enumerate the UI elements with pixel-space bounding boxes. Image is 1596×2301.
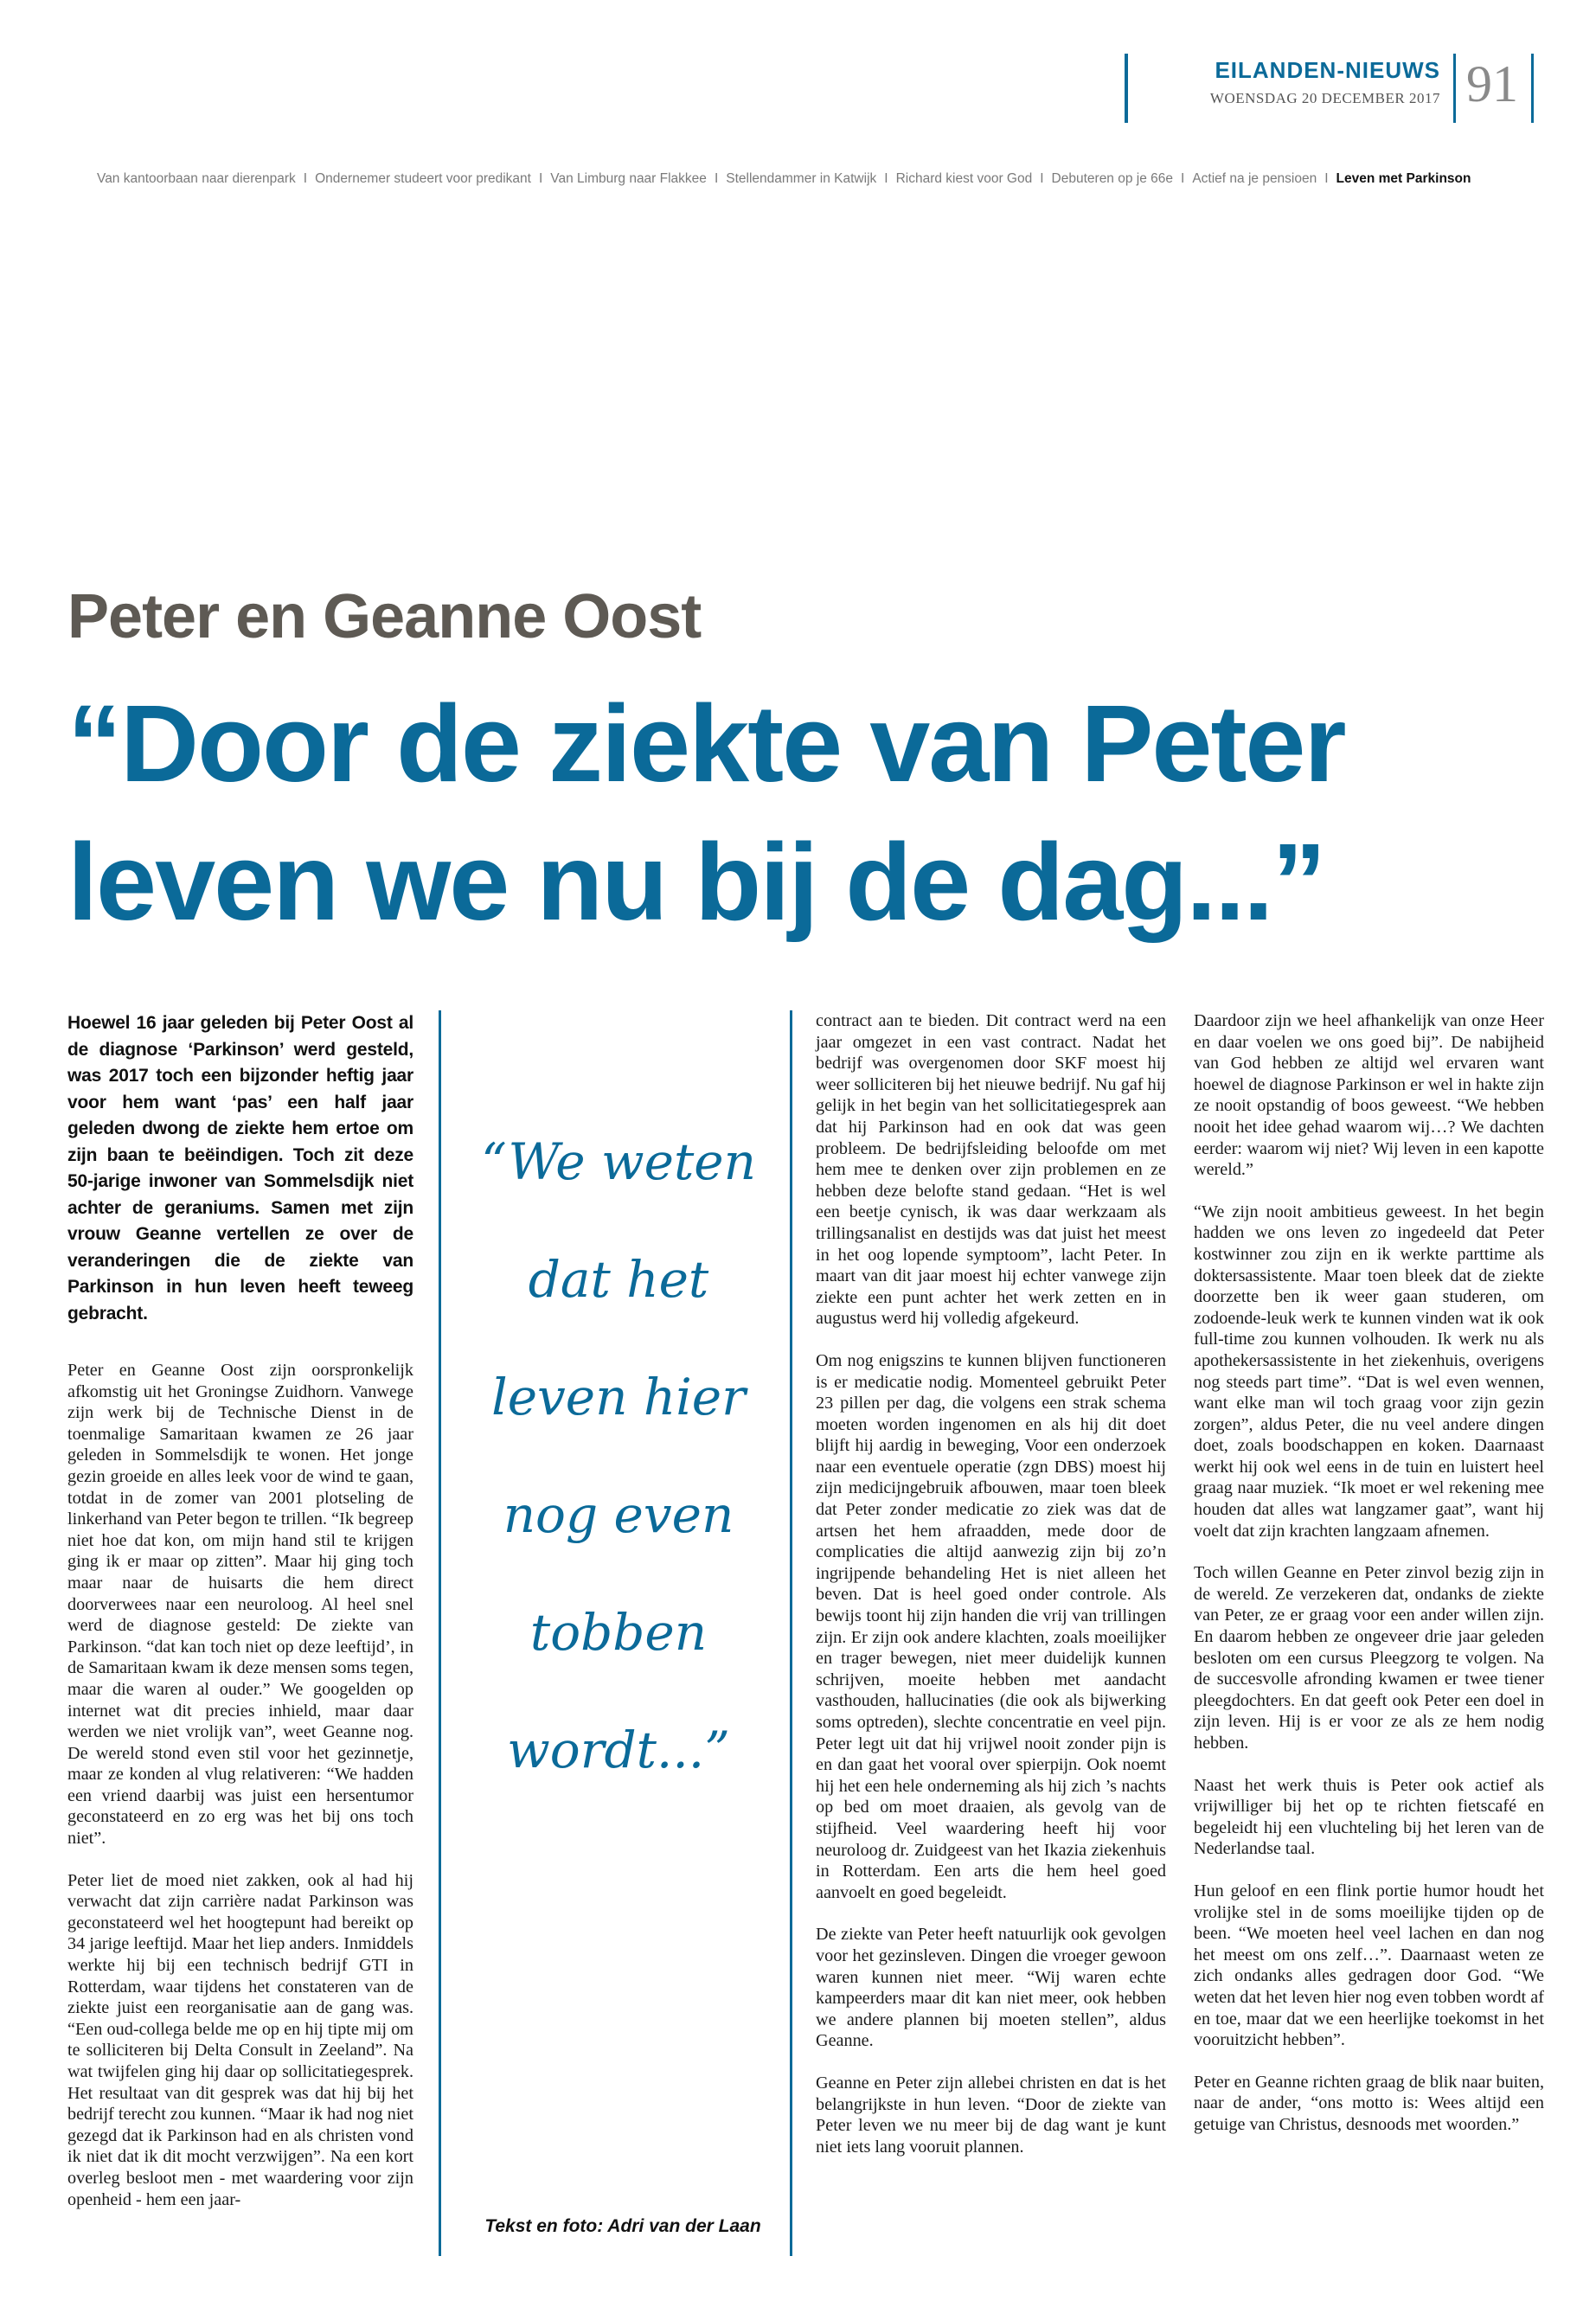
article-column-3 <box>816 1010 1166 2178</box>
nav-item: Van kantoorbaan naar dierenpark <box>97 171 296 186</box>
nav-separator: I <box>714 171 719 186</box>
nav-item: Ondernemer studeert voor predikant <box>315 171 531 186</box>
body-paragraph: Toch willen Geanne en Peter zinvol bezig zijn in de wereld. Ze verzekeren dat, ondanks de ziekte van Peter, ze er graag voor een ander willen zijn. En daarom hebben ze ongeveer drie jaar geleden besloten om een cursus Pleegzorg te volgen. Na de succesvolle afronding kwamen er twee tiener pleegdochters. En dat geeft ook Peter een doel in zijn leven. Hij is er voor ze als ze hem nodig hebben. <box>1194 1563 1544 1753</box>
article-kicker: Peter en Geanne Oost <box>67 582 702 651</box>
masthead-divider <box>1531 54 1534 123</box>
column-rule <box>439 1010 441 2256</box>
nav-separator: I <box>303 171 308 186</box>
nav-item: Actief na je pensioen <box>1192 171 1317 186</box>
body-paragraph: Naast het werk thuis is Peter ook actief als vrijwilliger bij het op te richten fietscafé en begeleidt hij een vluchteling bij het leren van de Nederlandse taal. <box>1194 1775 1544 1859</box>
photo-credit: Tekst en foto: Adri van der Laan <box>484 2216 761 2236</box>
pull-quote-line: nog even <box>503 1485 734 1544</box>
masthead <box>1125 54 1540 123</box>
body-paragraph: Hun geloof en een flink portie humor houdt het vrolijke stel in de soms moeilijke tijden op de been. “We moeten heel veel lachen en dan nog het meest om ons zelf…”. Daarnaast weten ze zich ondanks alles gedragen door God. “We weten dat het leven hier nog even tobben wordt af en toe, maar dat we een heerlijke toekomst in het vooruitzicht hebben”. <box>1194 1881 1544 2050</box>
headline-line: “Door de ziekte van Peter <box>67 683 1345 804</box>
body-paragraph: contract aan te bieden. Dit contract werd na een jaar omgezet in een vast contract. Nadat het bedrijf was overgenomen door SKF moest hij weer solliciteren bij het nieuwe bedrijf. Nu gaf hij gelijk in het begin van het sollicitatiegesprek aan dat hij Parkinson had en ook dat was geen probleem. De bedrijfsleiding beloofde om met hem mee te denken over zijn problemen en ze hebben deze belofte stand gedaan. “Het is wel een beetje cynisch, ik was daar werkzaam als trillingsanalist en destijds was dat juist het meest in het oog lopende symptoom”, lacht Peter. In maart van dit jaar moest hij echter vanwege zijn ziekte een punt achter het werk zetten en in augustus werd hij volledig afgekeurd. <box>816 1011 1166 1329</box>
masthead-divider <box>1453 54 1456 123</box>
pull-quote-line: leven hier <box>491 1368 746 1426</box>
nav-separator: I <box>884 171 888 186</box>
body-paragraph: Daardoor zijn we heel afhankelijk van onze Heer en daar voelen we ons goed bij”. De nabijheid van God hebben ze altijd wel ervaren want hoewel de diagnose Parkinson er wel in hakte zijn ze nooit opstandig of boos geweest. “We hebben nooit het idee gehad waarom wij…? We dachten eerder: waarom wij niet? Wij leven in een kapotte wereld.” <box>1194 1011 1544 1180</box>
body-paragraph: Geanne en Peter zijn allebei christen en dat is het belangrijkste in hun leven. “Door de ziekte van Peter leven we nu meer bij de dag want je kunt niet iets lang vooruit plannen. <box>816 2073 1166 2157</box>
body-paragraph: Om nog enigszins te kunnen blijven functioneren is er medicatie nodig. Momenteel gebruikt Peter 23 pillen per dag, die volgens een strak schema moeten worden ingenomen en als hij dit doet blijft hij aardig in beweging, Voor een onderzoek naar een eventuele operatie (zgn DBS) moest hij zijn medicijngebruik afbouwen, maar toen bleek dat Peter zonder medicatie zo ziek was dat de artsen het hem afraadden, mede door de complicaties die altijd aanwezig zijn bij zo’n ingrijpende behandeling Het is niet alleen het beven. Dat is heel goed onder controle. Als bewijs toont hij zijn handen die vrij van trillingen zijn. Er zijn ook andere klachten, zoals moeilijker en trager bewegen, niet meer duidelijk kunnen schrijven, moeite hebben met aandacht vasthouden, hallucinaties (die ook als bijwerking soms optreden), slechte concentratie en veel pijn. Peter legt uit dat hij vrijwel nooit zonder pijn is en dan gaat het vooral over spierpijn. Ook noemt hij het een hele onderneming als hij zich ’s nachts op bed om moet draaien, als gevolg van de stijfheid. Veel waardering heeft hij voor neuroloog dr. Zuidgeest van het Ikazia ziekenhuis in Rotterdam. Een arts die hem heel goed aanvoelt en goed begeleidt. <box>816 1350 1166 1902</box>
article-headline <box>67 675 1555 952</box>
pull-quote-line: dat het <box>528 1250 709 1309</box>
page-number: 91 <box>1466 55 1518 112</box>
body-paragraph: De ziekte van Peter heeft natuurlijk ook gevolgen voor het gezinsleven. Dingen die vroeger gewoon waren kunnen niet meer. “Wij waren echte kampeerders maar dit kan niet meer, ook hebben we andere plannen bij moeten stellen”, aldus Geanne. <box>816 1925 1166 2051</box>
nav-item-active: Leven met Parkinson <box>1336 171 1471 186</box>
masthead-divider <box>1125 54 1128 123</box>
pull-quote-line: tobben <box>529 1603 708 1662</box>
issue-date: WOENSDAG 20 DECEMBER 2017 <box>1209 90 1440 106</box>
column-rule <box>790 1010 792 2256</box>
nav-separator: I <box>1040 171 1044 186</box>
article-column-4 <box>1194 1010 1544 2157</box>
article-intro: Hoewel 16 jaar geleden bij Peter Oost al de diagnose ‘Parkinson’ werd gesteld, was 2017 toch een bijzonder heftig jaar voor hem want ‘pas’ een half jaar geleden dwong de ziekte hem ertoe om zijn baan te beëindigen. Toch zit deze 50-jarige inwoner van Sommelsdijk niet achter de geraniums. Samen met zijn vrouw Geanne vertellen ze over de veranderingen die de ziekte van Parkinson in hun leven heeft teweeg gebracht. <box>67 1013 413 1324</box>
pull-quote-line: wordt...” <box>507 1721 730 1779</box>
nav-item: Stellendammer in Katwijk <box>726 171 877 186</box>
nav-separator: I <box>1181 171 1185 186</box>
nav-separator: I <box>538 171 543 186</box>
nav-item: Richard kiest voor God <box>895 171 1033 186</box>
pull-quote <box>471 1103 766 1809</box>
nav-separator: I <box>1324 171 1329 186</box>
body-paragraph: Peter en Geanne Oost zijn oorspronkelijk afkomstig uit het Groningse Zuidhorn. Vanwege zijn werk bij de Technische Dienst in de toenmalige Samaritaan kwamen ze 26 jaar geleden in Sommelsdijk te wonen. Het jonge gezin groeide en alles leek voor de wind te gaan, totdat in de zomer van 2001 plotseling de linkerhand van Peter begon te trillen. “Ik begreep niet hoe dat kon, om mijn hand stil te krijgen ging ik er maar op zitten”. Maar hij ging toch maar naar de huisarts die hem direct doorverwees naar een neuroloog. Al heel snel werd de diagnose gesteld: De ziekte van Parkinson. “dat kan toch niet op deze leeftijd’, in de Samaritaan kwam ik deze mensen soms tegen, maar die waren al ouder.” We googelden op internet wat dit precies inhield, maar daar werden we niet vrolijk van”, weet Geanne nog. De wereld stond even stil voor het gezinnetje, maar ze konden al vlug relativeren: “We hadden een vriend daarbij was juist een hersentumor geconstateerd en zo erg was het bij ons toch niet”. <box>67 1361 413 1849</box>
headline-line: leven we nu bij de dag...” <box>67 821 1325 943</box>
body-paragraph: Peter liet de moed niet zakken, ook al had hij verwacht dat zijn carrière nadat Parkinson was geconstateerd wel het hoogtepunt had bereikt op 34 jarige leeftijd. Maar het liep anders. Inmiddels werkte hij bij een technisch bedrijf GTI in Rotterdam, waar tijdens het constateren van de ziekte juist een reorganisatie aan de gang was. “Een oud-collega belde me op en hij tipte mij om te solliciteren bij Delta Consult in Zeeland”. Na wat twijfelen ging hij daar op sollicitatiegesprek. Het resultaat van dit gesprek was dat hij bij het bedrijf terecht zou kunnen. “Maar ik had nog niet gezegd dat ik Parkinson had en als christen vond ik niet dat ik dit mocht verzwijgen”. Na een kort overleg besloot men - met waardering voor zijn openheid - hem een jaar- <box>67 1870 413 2209</box>
nav-item: Debuteren op je 66e <box>1051 171 1174 186</box>
nav-item: Van Limburg naar Flakkee <box>550 171 707 186</box>
body-paragraph: “We zijn nooit ambitieus geweest. In het begin hadden we ons leven zo ingedeeld dat Peter kostwinner zou zijn en ik werkte parttime als doktersassistente. Maar toen bleek dat de ziekte doorzette ben ik weer gaan studeren, om zodoende-leuk werk te kunnen vinden wat ik ook full-time zou kunnen volhouden. Ik werk nu als apothekersassistente in het ziekenhuis, overigens nog steeds part time”. “Dat is wel even wennen, want elke man wil toch graag voor zijn gezin zorgen”, aldus Peter, die nu veel andere dingen doet, zoals boodschappen en koken. Daarnaast werkt hij ook wel eens in de tuin en luistert heel graag naar muziek. “Ik moet er wel rekening mee houden dat alles wat langzamer gaat”, want hij voelt dat zijn krachten langzaam afnemen. <box>1194 1202 1544 1541</box>
body-paragraph: Peter en Geanne richten graag de blik naar buiten, naar de ander, “ons motto is: Wees altijd een getuige van Christus, desnoods met woorden.” <box>1194 2072 1544 2134</box>
article-column-1 <box>67 1010 413 2231</box>
section-navigation <box>97 171 1567 187</box>
pull-quote-line: “We weten <box>481 1132 756 1191</box>
newspaper-brand: EILANDEN-NIEUWS <box>1215 57 1440 83</box>
